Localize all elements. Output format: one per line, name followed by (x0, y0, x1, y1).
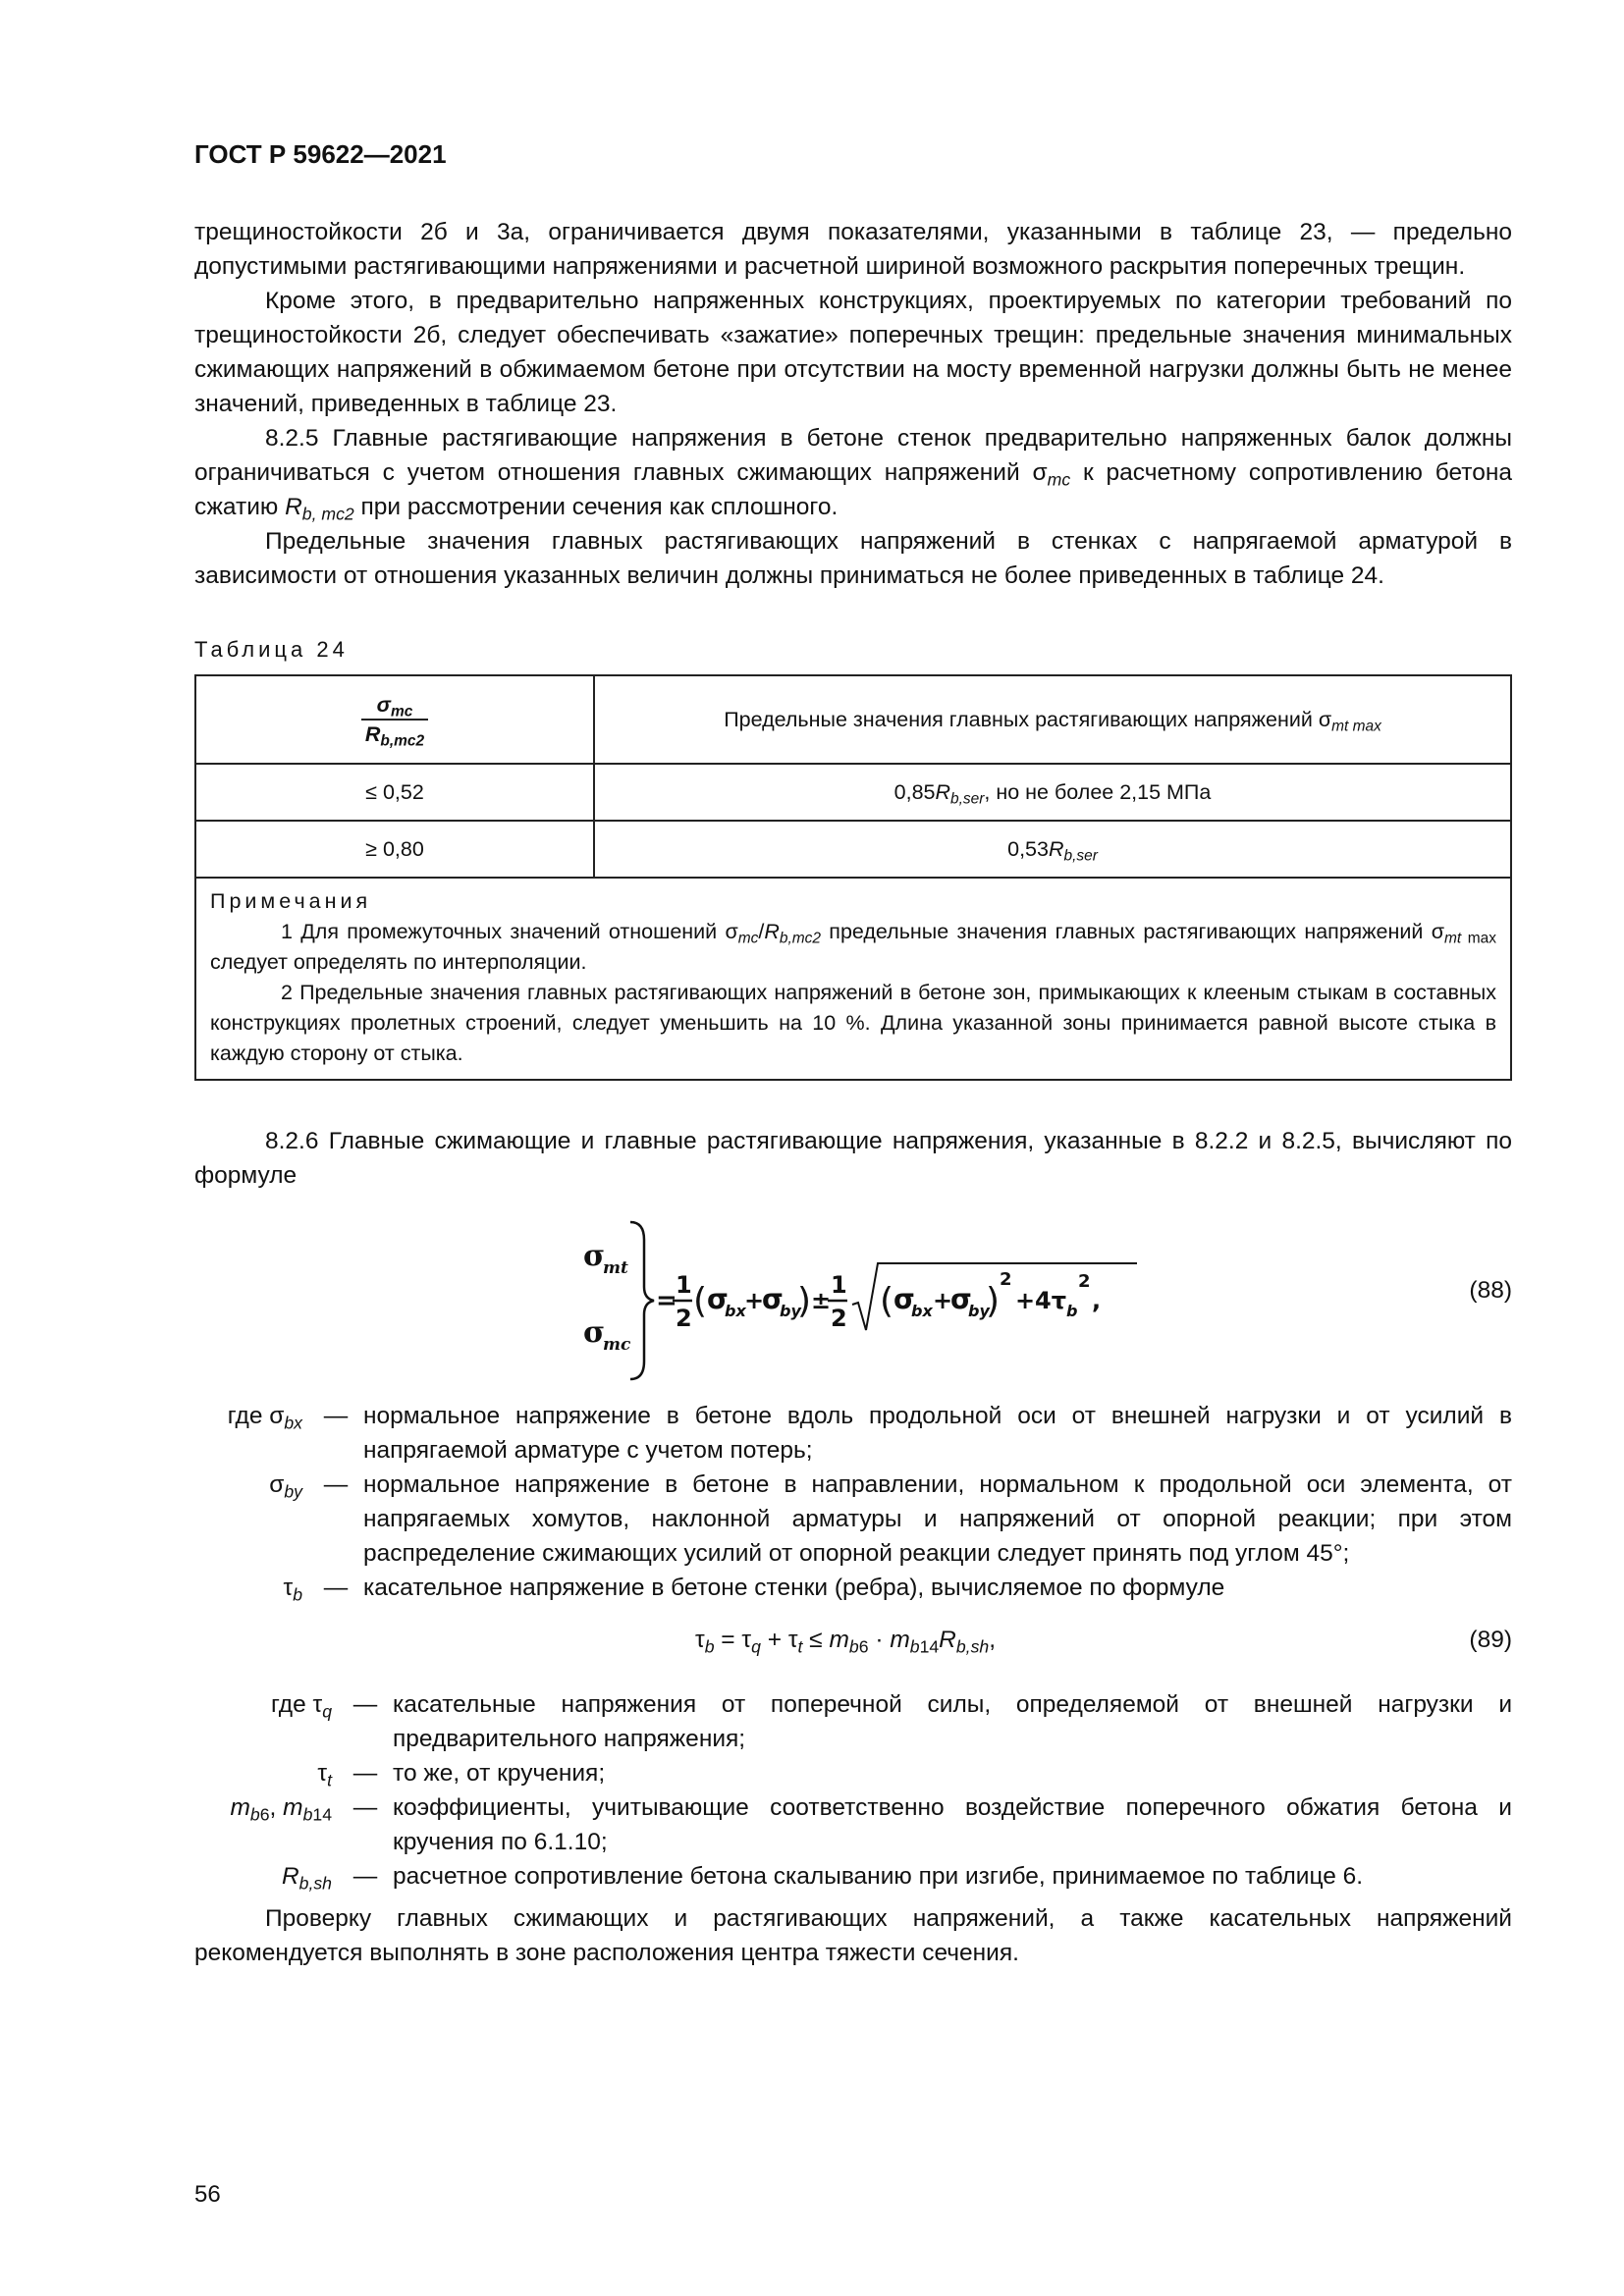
svg-text:+: + (1015, 1287, 1036, 1314)
svg-text:±: ± (811, 1287, 832, 1314)
definition-text: касательные напряжения от поперечной силы, определяемой от внешней нагрузки и предварительного напряжения; (393, 1691, 1512, 1752)
paragraph: Кроме этого, в предварительно напряженных конструкциях, проектируемых по категории требований по трещиностойкости 2б, следует обеспечивать «зажатие» поперечных трещин: предельные значения минимальных сжимающих напряжений в обжимаемом бетоне при отсутствии на мосту временной нагрузки должны быть не менее значений, приведенных в таблице 23. (194, 288, 1512, 417)
formula-89 (194, 1613, 1512, 1670)
svg-text:=: = (656, 1286, 677, 1315)
definition-item: $\tau_t$ — то же, от кручения; (194, 1756, 1512, 1790)
formula-88-graphic (194, 1214, 1176, 1381)
svg-text:+: + (744, 1287, 765, 1314)
table-cell-value: $0,53R_{b,ser}$ (594, 821, 1511, 878)
svg-text:σ: σ (950, 1283, 972, 1315)
formula-89-number: (89) (1469, 1627, 1512, 1653)
svg-text:1: 1 (676, 1271, 692, 1299)
definition-text: коэффициенты, учитывающие соответственно воздействие поперечного обжатия бетона и кручения по 6.1.10; (393, 1794, 1512, 1855)
definition-item: где $\tau_q$ — касательные напряжения от поперечной силы, определяемой от внешней нагрузки и предварительного напряжения; (194, 1687, 1512, 1756)
paragraph: Предельные значения главных растягивающих напряжений в стенках с напрягаемой арматурой в зависимости от отношения указанных величин должны приниматься не более приведенных в таблице 24. (194, 528, 1512, 589)
svg-text:): ) (986, 1281, 1001, 1321)
paragraph-8-2-5: 8.2.5 Главные растягивающие напряжения в бетоне стенок предварительно напряженных балок должны ограничиваться с учетом отношения главных сжимающих напряжений $\sigma_{mc}$ к расчетному сопротивлению бетона сжатию $R_{b, mc2}$ при рассмотрении сечения как сплошного. (194, 425, 1512, 524)
table-24 (194, 674, 1512, 1081)
table-header-row (195, 675, 1511, 764)
svg-text:(: ( (880, 1281, 894, 1321)
ratio-fraction: $\frac{\sigma_{mc}}{R_{b,mc2}}$ (361, 691, 429, 748)
svg-text:+: + (933, 1287, 953, 1314)
table-notes-row (195, 878, 1511, 1080)
svg-text:bx: bx (911, 1302, 933, 1320)
paragraph: Проверку главных сжимающих и растягивающих напряжений, а также касательных напряжений рекомендуется выполнять в зоне расположения центра тяжести сечения. (194, 1905, 1512, 1966)
table-row (195, 764, 1511, 821)
formula-89-body: $\tau_b = \tau_q + \tau_t \le m_{b6} \cdot m_{b14}R_{b,sh}$, (695, 1627, 997, 1657)
svg-text:2: 2 (1000, 1269, 1012, 1290)
notes-title: Примечания (210, 889, 372, 913)
svg-text:σ: σ (893, 1283, 915, 1315)
table-row (195, 821, 1511, 878)
svg-text:(: ( (693, 1281, 708, 1321)
table-cell-ratio: ≥ 0,80 (195, 821, 594, 878)
svg-text:σ: σ (762, 1283, 784, 1315)
svg-text:,: , (1092, 1287, 1102, 1314)
svg-text:2: 2 (831, 1305, 847, 1332)
definition-symbol: $m_{b6}$, $m_{b14}$ (230, 1794, 332, 1825)
definition-symbol: где $\sigma_{bx}$ (227, 1403, 302, 1433)
definition-symbol: $\tau_b$ (283, 1575, 302, 1605)
definition-symbol: $\sigma_{by}$ (269, 1471, 302, 1502)
definition-text: нормальное напряжение в бетоне в направлении, нормальном к продольной оси элемента, от напрягаемых хомутов, наклонной арматуры и напряжений от опорной реакции; при этом распределение сжимающих усилий от опорной реакции следует принять под углом 45°; (363, 1471, 1512, 1567)
svg-text:σ: σ (707, 1283, 729, 1315)
paragraph-8-2-6: 8.2.6 Главные сжимающие и главные растягивающие напряжения, указанные в 8.2.2 и 8.2.5, вычисляют по формуле (194, 1128, 1512, 1189)
table-header-ratio (195, 675, 594, 764)
definition-symbol: где $\tau_q$ (270, 1691, 332, 1722)
definitions-list (194, 1687, 1512, 1894)
table-caption: Таблица 24 (194, 637, 349, 662)
definition-symbol: $R_{b,sh}$ (281, 1863, 332, 1894)
svg-text:by: by (968, 1302, 990, 1320)
svg-text:by: by (780, 1302, 801, 1320)
svg-text:2: 2 (1078, 1271, 1091, 1292)
definition-symbol: $\tau_t$ (317, 1760, 332, 1790)
svg-text:mt: mt (603, 1258, 628, 1278)
definition-item: $\sigma_{by}$ — нормальное напряжение в бетоне в направлении, нормальном к продольной оси элемента, от напрягаемых хомутов, наклонной арматуры и напряжений от опорной реакции; при этом распределение сжимающих усилий от опорной реакции следует принять под углом 45°; (194, 1468, 1512, 1571)
definition-text: нормальное напряжение в бетоне вдоль продольной оси от внешней нагрузки и от усилий в напрягаемой арматуре с учетом потерь; (363, 1403, 1512, 1464)
page-number: 56 (194, 2181, 221, 2208)
definition-item: $\tau_b$ — касательное напряжение в бетоне стенки (ребра), вычисляемое по формуле (194, 1571, 1512, 1605)
definition-text: расчетное сопротивление бетона скалыванию при изгибе, принимаемое по таблице 6. (393, 1863, 1364, 1890)
table-header-limit: Предельные значения главных растягивающих напряжений $\sigma_{mt max}$ (594, 675, 1511, 764)
formula-88-number: (88) (1469, 1277, 1512, 1304)
svg-text:σ: σ (583, 1315, 606, 1350)
definitions-list (194, 1399, 1512, 1605)
paragraph: трещиностойкости 2б и 3а, ограничивается двумя показателями, указанными в таблице 23, — предельно допустимыми растягивающими напряжениями и расчетной шириной возможного раскрытия поперечных трещин. (194, 219, 1512, 280)
definition-text: то же, от кручения; (393, 1760, 606, 1787)
document-header: ГОСТ Р 59622—2021 (194, 139, 447, 169)
svg-text:4τ: 4τ (1035, 1287, 1067, 1314)
svg-text:1: 1 (831, 1271, 847, 1299)
svg-text:): ) (797, 1281, 812, 1321)
definition-item: $R_{b,sh}$ — расчетное сопротивление бетона скалыванию при изгибе, принимаемое по таблице 6. (194, 1859, 1512, 1894)
table-cell-ratio: ≤ 0,52 (195, 764, 594, 821)
definition-item: где $\sigma_{bx}$ — нормальное напряжение в бетоне вдоль продольной оси от внешней нагрузки и от усилий в напрягаемой арматуре с учетом потерь; (194, 1399, 1512, 1468)
svg-text:2: 2 (676, 1305, 692, 1332)
note-2: 2 Предельные значения главных растягивающих напряжений в бетоне зон, примыкающих к клееным стыкам в составных конструкциях пролетных строений, следует уменьшить на 10 %. Длина указанной зоны принимается равной высоте стыка в каждую сторону от стыка. (210, 981, 1496, 1065)
document-page (194, 137, 1512, 1970)
svg-text:mc: mc (603, 1335, 631, 1355)
definition-item: $m_{b6}$, $m_{b14}$ — коэффициенты, учитывающие соответственно воздействие поперечного обжатия бетона и кручения по 6.1.10; (194, 1790, 1512, 1859)
table-cell-value: $0,85R_{b,ser}$, но не более 2,15 МПа (594, 764, 1511, 821)
definition-text: касательное напряжение в бетоне стенки (ребра), вычисляемое по формуле (363, 1575, 1225, 1601)
svg-text:bx: bx (725, 1302, 746, 1320)
table-notes (195, 878, 1511, 1080)
svg-text:σ: σ (583, 1239, 606, 1273)
svg-text:b: b (1066, 1302, 1078, 1320)
formula-88 (194, 1214, 1512, 1381)
note-1: 1 Для промежуточных значений отношений $\sigma_{mc}/R_{b,mc2}$ предельные значения главных растягивающих напряжений $\sigma_{mt max}$ следует определять по интерполяции. (210, 920, 1496, 974)
